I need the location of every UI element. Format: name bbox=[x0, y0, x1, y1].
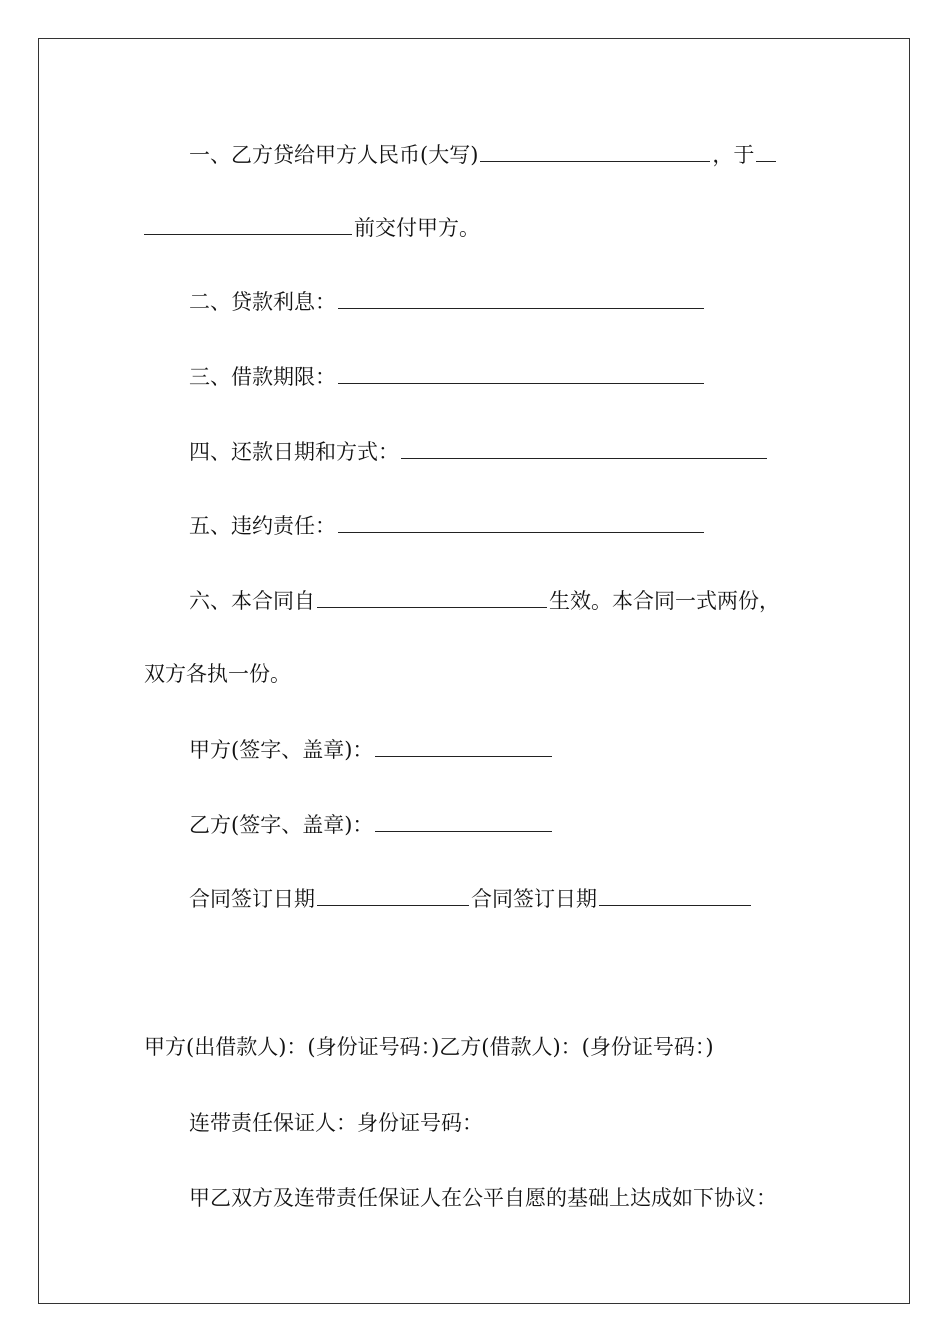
interest-blank[interactable] bbox=[338, 286, 704, 309]
party-a-sign-blank[interactable] bbox=[375, 734, 552, 757]
clause-4 bbox=[0, 436, 950, 467]
clause-1-mid: ，于 bbox=[712, 143, 755, 167]
clause-1-prefix: 一、乙方贷给甲方人民币(大写) bbox=[189, 143, 479, 167]
clause-2 bbox=[0, 286, 950, 317]
clause-6-line-2 bbox=[0, 659, 950, 689]
sign-dates bbox=[0, 883, 950, 914]
clause-5-label: 五、违约责任： bbox=[189, 514, 336, 538]
clause-3-label: 三、借款期限： bbox=[189, 365, 336, 389]
clause-2-label: 二、贷款利息： bbox=[189, 290, 336, 314]
clause-1-line-1 bbox=[0, 139, 950, 170]
guarantor-line bbox=[0, 1108, 950, 1138]
agreement-text: 甲乙双方及连带责任保证人在公平自愿的基础上达成如下协议： bbox=[189, 1186, 777, 1210]
sign-date-blank-2[interactable] bbox=[599, 883, 751, 906]
sign-date-blank-1[interactable] bbox=[317, 883, 469, 906]
party-b-sign-blank[interactable] bbox=[375, 809, 552, 832]
loan-term-blank[interactable] bbox=[338, 361, 704, 384]
party-a-signature bbox=[0, 734, 950, 765]
clause-1-line-2 bbox=[0, 212, 950, 243]
repayment-blank[interactable] bbox=[401, 436, 767, 459]
party-b-signature bbox=[0, 809, 950, 840]
clause-6-line-1 bbox=[0, 585, 950, 616]
clause-5 bbox=[0, 510, 950, 541]
parties-line bbox=[0, 1032, 950, 1062]
clause-3 bbox=[0, 361, 950, 392]
amount-blank[interactable] bbox=[480, 139, 710, 162]
clause-6-suffix: 生效。本合同一式两份， bbox=[549, 589, 780, 613]
agreement-line bbox=[0, 1183, 950, 1213]
delivery-date-blank-start[interactable] bbox=[756, 139, 776, 162]
clause-6-prefix: 六、本合同自 bbox=[189, 589, 315, 613]
sign-date-label-1: 合同签订日期 bbox=[189, 887, 315, 911]
guarantor-text: 连带责任保证人：身份证号码： bbox=[189, 1111, 483, 1135]
clause-6-cont: 双方各执一份。 bbox=[144, 662, 291, 686]
sign-date-label-2: 合同签订日期 bbox=[471, 887, 597, 911]
delivery-date-blank[interactable] bbox=[144, 212, 352, 235]
clause-1-suffix: 前交付甲方。 bbox=[354, 216, 480, 240]
party-a-sign-label: 甲方(签字、盖章)： bbox=[189, 738, 374, 762]
party-b-sign-label: 乙方(签字、盖章)： bbox=[189, 813, 374, 837]
parties-text: 甲方(出借款人)：(身份证号码：)乙方(借款人)：(身份证号码：) bbox=[144, 1035, 714, 1059]
liability-blank[interactable] bbox=[338, 510, 704, 533]
clause-4-label: 四、还款日期和方式： bbox=[189, 440, 399, 464]
effective-date-blank[interactable] bbox=[317, 585, 547, 608]
